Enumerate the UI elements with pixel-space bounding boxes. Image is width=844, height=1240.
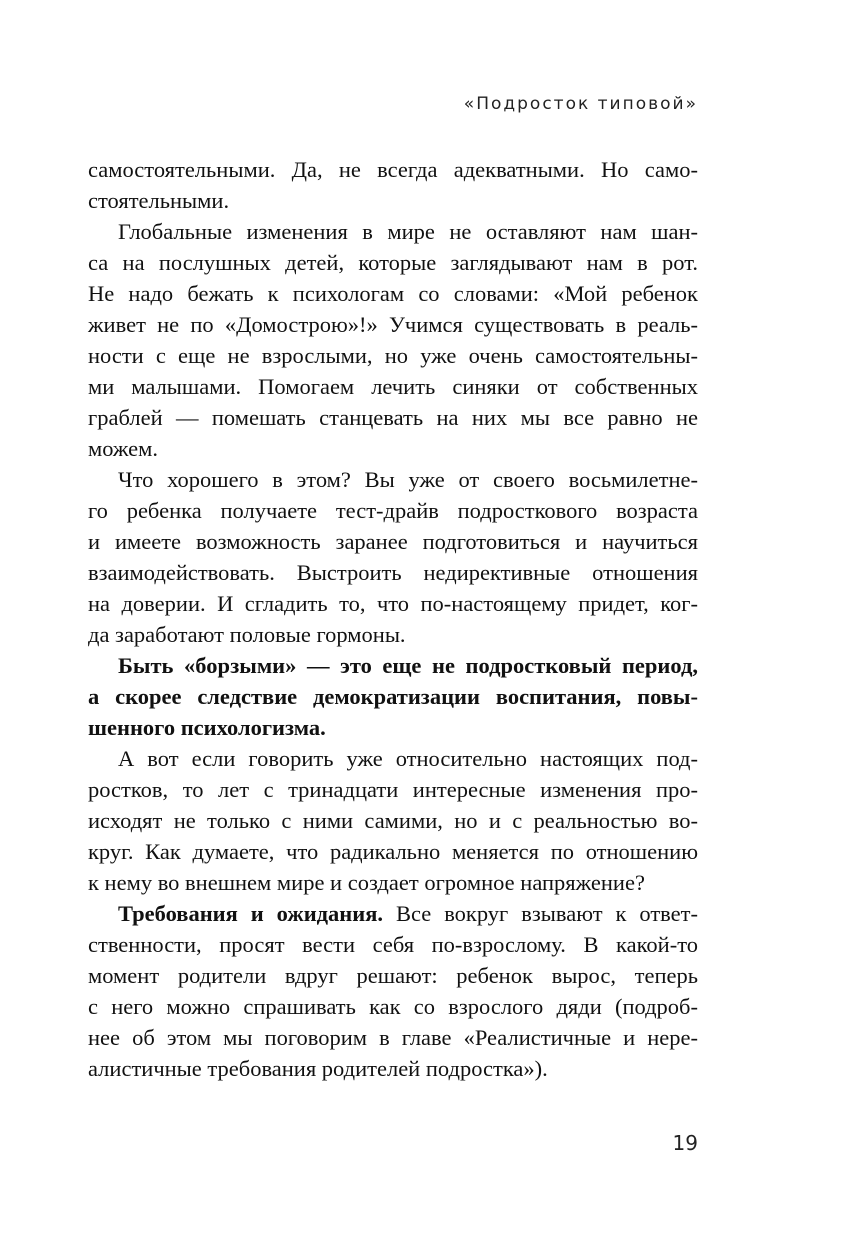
text-line: момент родители вдруг решают: ребенок вырос, теперь xyxy=(88,963,698,988)
line-text: Все вокруг взывают к ответ- xyxy=(383,901,698,926)
text-line: ми малышами. Помогаем лечить синяки от собственных xyxy=(88,374,698,399)
text-line: шенного психологизма. xyxy=(88,715,326,740)
text-line: ности с еще не взрослыми, но уже очень самостоятельны- xyxy=(88,343,698,368)
text-line: исходят не только с ними самими, но и с реальностью во- xyxy=(88,808,698,833)
text-line: на доверии. И сгладить то, что по-настоящему придет, ког- xyxy=(88,591,698,616)
page-number: 19 xyxy=(672,1131,698,1155)
page-body-text xyxy=(88,154,698,1084)
text-line: живет не по «Домострою»!» Учимся существовать в реаль- xyxy=(88,312,698,337)
text-line: а скорее следствие демократизации воспитания, повы- xyxy=(88,684,698,709)
running-title: «Подросток типовой» xyxy=(463,94,698,114)
text-line: стоятельными. xyxy=(88,188,230,213)
text-line: круг. Как думаете, что радикально меняется по отношению xyxy=(88,839,698,864)
text-line xyxy=(88,898,698,929)
text-line: Быть «борзыми» — это еще не подростковый период, xyxy=(118,653,698,678)
bold-lead-phrase: Требования и ожидания. xyxy=(118,901,384,926)
text-line: алистичные требования родителей подростка»). xyxy=(88,1056,548,1081)
text-line: ростков, то лет с тринадцати интересные изменения про- xyxy=(88,777,698,802)
text-line: Что хорошего в этом? Вы уже от своего восьмилетне- xyxy=(118,467,698,492)
text-line: к нему во внешнем мире и создает огромное напряжение? xyxy=(88,870,645,895)
text-line: са на послушных детей, которые заглядывают нам в рот. xyxy=(88,250,698,275)
text-line: ственности, просят вести себя по-взрослому. В какой-то xyxy=(88,932,698,957)
text-line: го ребенка получаете тест-драйв подросткового возраста xyxy=(88,498,698,523)
text-line: и имеете возможность заранее подготовиться и научиться xyxy=(88,529,698,554)
text-line: да заработают половые гормоны. xyxy=(88,622,406,647)
text-line: Не надо бежать к психологам со словами: «Мой ребенок xyxy=(88,281,698,306)
text-line: нее об этом мы поговорим в главе «Реалистичные и нере- xyxy=(88,1025,698,1050)
text-line: граблей — помешать станцевать на них мы все равно не xyxy=(88,405,698,430)
text-line: самостоятельными. Да, не всегда адекватными. Но само- xyxy=(88,157,698,182)
text-line: с него можно спрашивать как со взрослого дяди (подроб- xyxy=(88,994,698,1019)
text-line: Глобальные изменения в мире не оставляют нам шан- xyxy=(118,219,698,244)
text-line: можем. xyxy=(88,436,159,461)
text-line: А вот если говорить уже относительно настоящих под- xyxy=(118,746,698,771)
text-line: взаимодействовать. Выстроить недирективные отношения xyxy=(88,560,698,585)
